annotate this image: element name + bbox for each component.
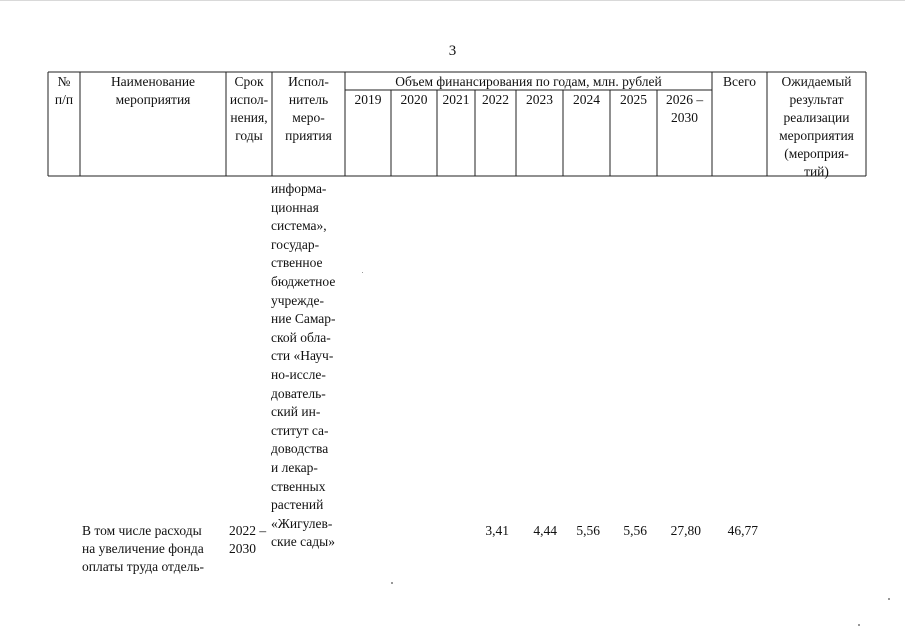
header-year-2024: 2024 — [573, 92, 600, 107]
header-year-2022: 2022 — [482, 92, 509, 107]
value-2022: 3,41 — [485, 523, 509, 538]
row-description-line-2: на увеличение фонда — [82, 541, 204, 556]
header-num: № п/п — [54, 74, 74, 107]
scan-speck — [888, 598, 890, 600]
header-total: Всего — [722, 74, 757, 89]
value-2025: 5,56 — [623, 523, 647, 538]
scan-speck — [858, 624, 860, 626]
header-name: Наименование мероприятия — [110, 74, 196, 107]
value-2023: 4,44 — [533, 523, 557, 538]
scan-speck — [362, 272, 363, 273]
header-executor: Испол- нитель меро- приятия — [285, 74, 332, 143]
header-year-2023: 2023 — [526, 92, 553, 107]
header-year-2025: 2025 — [620, 92, 647, 107]
value-2026-2030: 27,80 — [670, 523, 701, 538]
executor-continuation: информа- ционная система», государ- ственное бюджетное учрежде- ние Самар- ской обла- сти «Науч- но-иссле- дователь- ский ин- ститут са- доводства и лекар- ственных растений «Жигулев- ские сады» — [271, 181, 336, 550]
page-number: 3 — [448, 43, 457, 59]
value-total: 46,77 — [727, 523, 758, 538]
header-year-2021: 2021 — [442, 92, 470, 107]
header-term: Срок испол- нения, годы — [229, 74, 269, 143]
header-year-2026-2030: 2026 – 2030 — [665, 92, 704, 125]
header-result: Ожидаемый результат реализации мероприятия (мероприя- тий) — [779, 74, 854, 179]
row-description-line-1: В том числе расходы — [82, 523, 202, 538]
header-year-2020: 2020 — [400, 92, 428, 107]
row-description-line-3: оплаты труда отдель- — [82, 559, 205, 574]
scan-speck — [391, 582, 393, 584]
header-year-2019: 2019 — [354, 92, 382, 107]
header-funding-group: Объем финансирования по годам, млн. рублей — [395, 74, 662, 89]
row-term-line-1: 2022 – — [229, 523, 267, 538]
value-2024: 5,56 — [576, 523, 600, 538]
row-term-line-2: 2030 — [229, 541, 256, 556]
